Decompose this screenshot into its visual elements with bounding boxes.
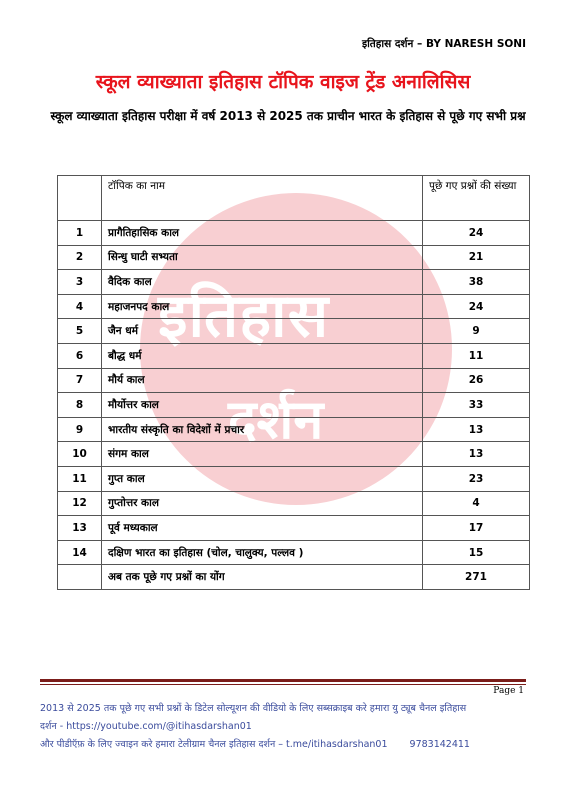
row-number: 10 (58, 442, 102, 467)
table-row (58, 491, 530, 516)
header-serial (58, 176, 102, 221)
table-row (58, 516, 530, 541)
row-topic: गुप्त काल (102, 466, 423, 491)
row-count: 33 (423, 393, 530, 418)
table-row (58, 270, 530, 295)
table-row (58, 417, 530, 442)
row-count: 21 (423, 245, 530, 270)
footer-divider-thin (40, 684, 526, 685)
row-topic: मौर्य काल (102, 368, 423, 393)
row-count: 9 (423, 319, 530, 344)
row-number: 7 (58, 368, 102, 393)
row-number: 3 (58, 270, 102, 295)
header-count: पूछे गए प्रश्नों की संख्या (423, 176, 530, 221)
table-row (58, 393, 530, 418)
row-topic: गुप्तोत्तर काल (102, 491, 423, 516)
table-row (58, 343, 530, 368)
watermark-line1: इतिहास (158, 281, 330, 351)
page-number: Page 1 (493, 686, 524, 696)
row-number: 13 (58, 516, 102, 541)
header-topic: टॉपिक का नाम (102, 176, 423, 221)
row-topic: पूर्व मध्यकाल (102, 516, 423, 541)
row-count: 24 (423, 294, 530, 319)
row-count: 13 (423, 417, 530, 442)
row-count: 23 (423, 466, 530, 491)
header-brand: इतिहास दर्शन – BY NARESH SONI (361, 38, 526, 50)
table-total-row (58, 565, 530, 590)
table-row (58, 368, 530, 393)
footer-telegram-link[interactable]: और पीडीऍफ़ के लिए ज्वाइन करे हमारा टेलीग्राम चैनल इतिहास दर्शन – t.me/itihasdarshan01 (40, 739, 388, 750)
total-label: अब तक पूछे गए प्रश्नों का योंग (102, 565, 423, 590)
row-number: 14 (58, 540, 102, 565)
row-topic: संगम काल (102, 442, 423, 467)
row-topic: भारतीय संस्कृति का विदेशों में प्रचार (102, 417, 423, 442)
total-count: 271 (423, 565, 530, 590)
row-topic: प्रागैतिहासिक काल (102, 221, 423, 246)
row-topic: महाजनपद काल (102, 294, 423, 319)
watermark-line2: दर्शन (228, 388, 324, 451)
row-count: 4 (423, 491, 530, 516)
footer-line-1: 2013 से 2025 तक पूछे गए सभी प्रश्नों के डिटेल सोल्यूशन की वीडियो के लिए सब्सक्राइब करे हमारा यु ट्यूब चैनल इतिहास (40, 703, 467, 714)
row-topic: जैन धर्म (102, 319, 423, 344)
page-title: स्कूल व्याख्याता इतिहास टॉपिक वाइज ट्रेंड अनालिसिस (95, 71, 471, 93)
row-count: 38 (423, 270, 530, 295)
row-count: 26 (423, 368, 530, 393)
row-topic: दक्षिण भारत का इतिहास (चोल, चालुक्य, पल्लव ) (102, 540, 423, 565)
row-number: 11 (58, 466, 102, 491)
table-row (58, 466, 530, 491)
row-count: 15 (423, 540, 530, 565)
footer-youtube-link[interactable]: दर्शन - https://youtube.com/@itihasdarshan01 (40, 721, 252, 732)
row-number: 8 (58, 393, 102, 418)
row-count: 13 (423, 442, 530, 467)
table-row (58, 245, 530, 270)
total-empty-cell (58, 565, 102, 590)
row-topic: वैदिक काल (102, 270, 423, 295)
row-number: 12 (58, 491, 102, 516)
row-number: 6 (58, 343, 102, 368)
row-count: 17 (423, 516, 530, 541)
row-topic: सिन्धु घाटी सभ्यता (102, 245, 423, 270)
row-count: 24 (423, 221, 530, 246)
table-header-row (58, 176, 530, 221)
row-number: 9 (58, 417, 102, 442)
footer-phone: 9783142411 (409, 739, 470, 750)
footer (40, 700, 530, 754)
page-subtitle: स्कूल व्याख्याता इतिहास परीक्षा में वर्ष 2013 से 2025 तक प्राचीन भारत के इतिहास से पूछे गए सभी प्रश्न (50, 109, 526, 123)
table-row (58, 319, 530, 344)
footer-telegram-line (40, 736, 530, 754)
row-number: 4 (58, 294, 102, 319)
topics-table (57, 175, 530, 590)
row-topic: मौर्योत्तर काल (102, 393, 423, 418)
row-number: 1 (58, 221, 102, 246)
footer-divider (40, 679, 526, 682)
table-row (58, 221, 530, 246)
table-row (58, 294, 530, 319)
row-topic: बौद्ध धर्म (102, 343, 423, 368)
row-number: 5 (58, 319, 102, 344)
table-row (58, 442, 530, 467)
table-row (58, 540, 530, 565)
row-number: 2 (58, 245, 102, 270)
row-count: 11 (423, 343, 530, 368)
